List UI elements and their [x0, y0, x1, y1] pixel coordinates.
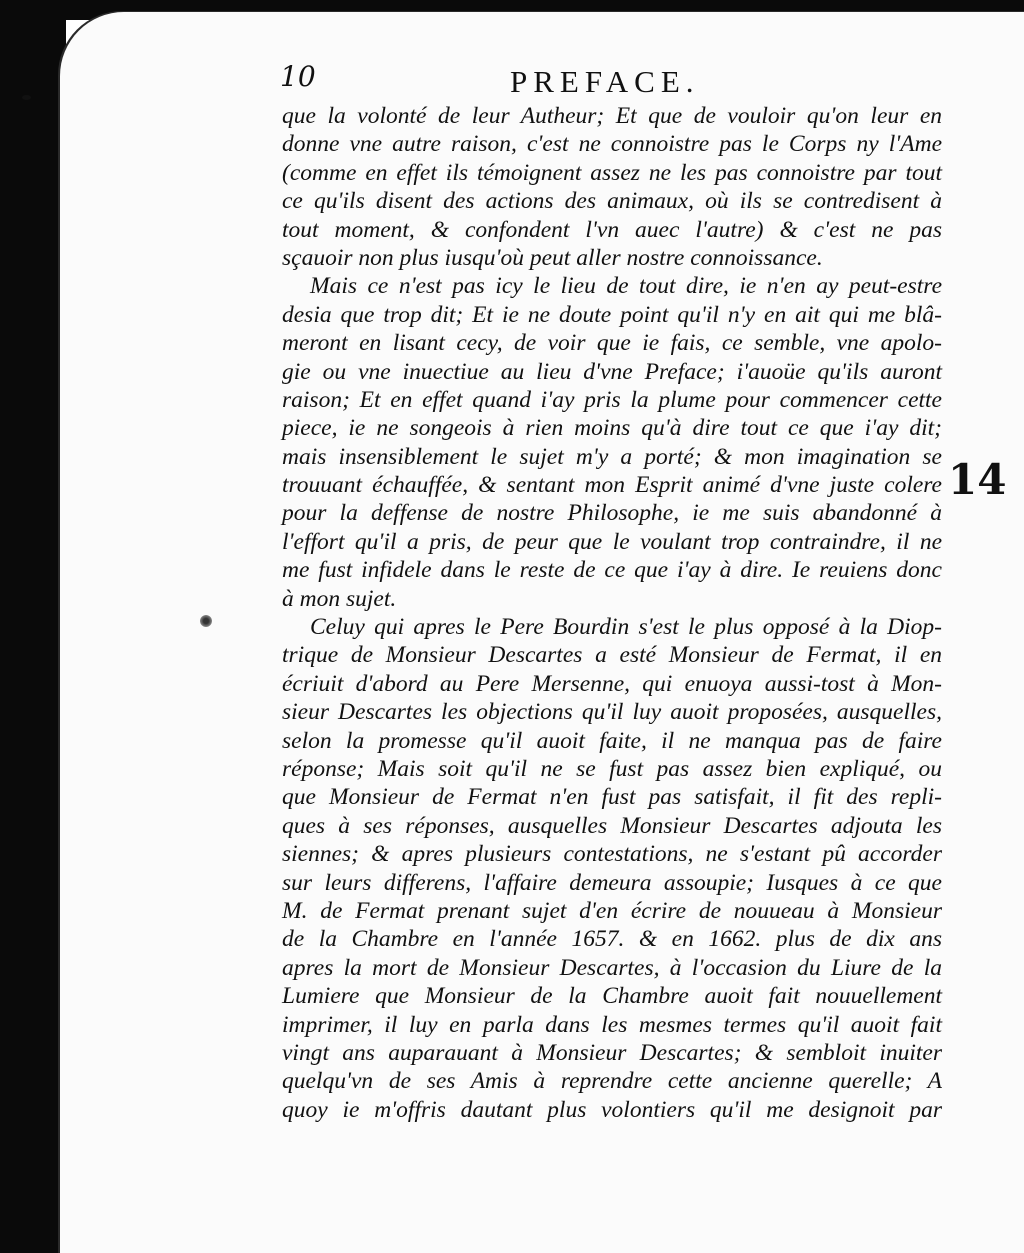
text-line: écriuit d'abord au Pere Mersenne, qui enuoya aussi-tost à Mon- [282, 670, 942, 697]
text-line: donne vne autre raison, c'est ne connoistre pas le Corps ny l'Ame [282, 131, 942, 158]
text-line: piece, ie ne songeois à rien moins qu'à dire tout ce que i'ay dit; [282, 415, 942, 442]
text-line: quelqu'vn de ses Amis à reprendre cette ancienne querelle; A [282, 1068, 942, 1095]
text-line: imprimer, il luy en parla dans les mesmes termes qu'il auoit fait [282, 1011, 942, 1038]
text-line: meront en lisant cecy, de voir que ie fais, ce semble, vne apolo- [282, 330, 942, 357]
text-line: que la volonté de leur Autheur; Et que de vouloir qu'on leur en [282, 103, 942, 129]
text-line: me fust infidele dans le reste de ce que i'ay à dire. Ie reuiens donc [282, 557, 942, 584]
text-line: tout moment, & confondent l'vn auec l'autre) & c'est ne pas [282, 216, 942, 243]
text-line: (comme en effet ils témoignent assez ne les pas connoistre par tout [282, 159, 942, 186]
body-text [282, 102, 942, 1124]
text-line: Lumiere que Monsieur de la Chambre auoit fait nouuellement [282, 983, 942, 1010]
running-head: PREFACE. [510, 64, 700, 99]
text-line: gie ou vne inuectiue au lieu d'vne Preface; i'auoüe qu'ils auront [282, 358, 942, 385]
text-line: à mon sujet. [282, 585, 397, 612]
text-line: apres la mort de Monsieur Descartes, à l'occasion du Liure de la [282, 954, 942, 981]
text-line: Celuy qui apres le Pere Bourdin s'est le plus opposé à la Diop- [310, 614, 942, 641]
text-line: quoy ie m'offris dautant plus volontiers qu'il me designoit par [282, 1096, 942, 1123]
text-line: ce qu'ils disent des actions des animaux, où ils se contredisent à [282, 188, 942, 215]
text-line: siennes; & apres plusieurs contestations, ne s'estant pû accorder [282, 841, 942, 868]
text-line: ques à ses réponses, ausquelles Monsieur Descartes adjouta les [282, 812, 942, 839]
text-line: que Monsieur de Fermat n'en fust pas satisfait, il fit des repli- [282, 784, 942, 811]
ink-blot [200, 615, 212, 627]
text-line: sur leurs differens, l'affaire demeura assoupie; Iusques à ce que [282, 869, 942, 896]
ink-speck [22, 95, 31, 100]
text-line: sieur Descartes les objections qu'il luy auoit proposées, ausquelles, [282, 699, 942, 726]
text-line: sçauoir non plus iusqu'où peut aller nostre connoissance. [282, 244, 823, 271]
margin-annotation: 14 [948, 455, 1007, 504]
text-line: l'effort qu'il a pris, de peur que le voulant trop contraindre, il ne [282, 528, 942, 555]
text-line: de la Chambre en l'année 1657. & en 1662. plus de dix ans [282, 926, 942, 953]
text-line: M. de Fermat prenant sujet d'en écrire de nouueau à Monsieur [282, 897, 942, 924]
text-line: selon la promesse qu'il auoit faite, il ne manqua pas de faire [282, 727, 942, 754]
text-line: vingt ans auparauant à Monsieur Descartes; & sembloit inuiter [282, 1039, 942, 1066]
text-line: Mais ce n'est pas icy le lieu de tout dire, ie n'en ay peut-estre [310, 273, 942, 300]
text-line: trouuant échauffée, & sentant mon Esprit animé d'vne juste colere [282, 472, 942, 499]
page-number: 10 [280, 60, 316, 93]
text-line: trique de Monsieur Descartes a esté Monsieur de Fermat, il en [282, 642, 942, 669]
text-line: pour la deffense de nostre Philosophe, ie me suis abandonné à [282, 500, 942, 527]
scan-border-left [0, 0, 66, 1253]
text-line: réponse; Mais soit qu'il ne se fust pas assez bien expliqué, ou [282, 755, 942, 782]
text-line: desia que trop dit; Et ie ne doute point qu'il n'y en ait qui me blâ- [282, 301, 942, 328]
text-line: raison; Et en effet quand i'ay pris la plume pour commencer cette [282, 386, 942, 413]
text-line: mais insensiblement le sujet m'y a porté; & mon imagination se [282, 443, 942, 470]
